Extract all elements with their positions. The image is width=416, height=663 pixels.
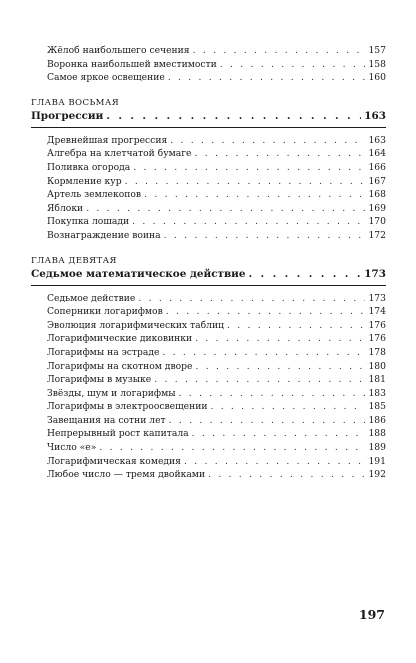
toc-entry: [31, 202, 386, 216]
leader-dots: [125, 175, 366, 189]
toc-entry: [31, 147, 386, 161]
leader-dots: [166, 305, 366, 319]
leader-dots: [208, 468, 365, 482]
chapter-heading: [31, 267, 386, 281]
toc-entry: [31, 455, 386, 469]
chapter-heading: [31, 109, 386, 123]
leader-dots: [106, 109, 361, 123]
leader-dots: [133, 161, 365, 175]
leader-dots: [162, 346, 365, 360]
entry-page: 170: [368, 216, 386, 228]
entry-page: 189: [368, 442, 386, 454]
entry-title: Логарифмы в музыке: [47, 374, 152, 386]
chapter-rule: [31, 127, 386, 128]
leader-dots: [195, 332, 365, 346]
entry-title: Древнейшая прогрессия: [47, 134, 168, 146]
toc-entry: [31, 161, 386, 175]
toc-entry: [31, 215, 386, 229]
chapter-eight: [31, 97, 386, 243]
toc-entry: [31, 400, 386, 414]
toc-entry: [31, 332, 386, 346]
entry-title: Завещания на сотни лет: [47, 414, 166, 426]
entry-page: 188: [368, 428, 386, 440]
entry-page: 192: [368, 469, 386, 481]
entry-title: Воронка наибольшей вместимости: [47, 58, 217, 70]
toc-entry: [31, 292, 386, 306]
entry-title: Логарифмическая комедия: [47, 455, 181, 467]
table-of-contents: [31, 44, 386, 482]
toc-entry: [31, 305, 386, 319]
entry-title: Соперники логарифмов: [47, 306, 163, 318]
toc-entry: [31, 373, 386, 387]
entry-page: 181: [368, 374, 386, 386]
entry-title: Логарифмические диковинки: [47, 333, 193, 345]
entry-page: 183: [368, 387, 386, 399]
leader-dots: [195, 147, 366, 161]
leader-dots: [86, 202, 365, 216]
toc-entry: [31, 44, 386, 58]
entry-title: Эволюция логарифмических таблиц: [47, 319, 225, 331]
entry-title: Число «e»: [47, 442, 97, 454]
chapter-nine: [31, 255, 386, 482]
entry-page: 186: [368, 414, 386, 426]
entry-page: 180: [368, 360, 386, 372]
leader-dots: [227, 319, 365, 333]
toc-entry: [31, 387, 386, 401]
toc-entry: [31, 71, 386, 85]
chapter-rule: [31, 285, 386, 286]
entry-title: Вознаграждение воина: [47, 229, 161, 241]
entry-title: Артель землекопов: [47, 189, 142, 201]
chapter-title: Седьмое математическое действие: [31, 267, 246, 280]
entry-page: 168: [368, 189, 386, 201]
entry-page: 166: [368, 161, 386, 173]
entry-page: 173: [368, 292, 386, 304]
leader-dots: [170, 134, 365, 148]
entry-title: Покупка лошади: [47, 216, 130, 228]
leader-dots: [168, 71, 366, 85]
chapter-label: ГЛАВА ДЕВЯТАЯ: [31, 255, 117, 266]
leader-dots: [132, 215, 365, 229]
entry-title: Непрерывный рост капитала: [47, 428, 189, 440]
entry-title: Звёзды, шум и логарифмы: [47, 387, 176, 399]
entry-page: 160: [368, 72, 386, 84]
leader-dots: [192, 427, 366, 441]
entry-title: Логарифмы на эстраде: [47, 346, 160, 358]
entry-title: Алгебра на клетчатой бумаге: [47, 148, 192, 160]
entry-title: Яблоки: [47, 202, 84, 214]
chapter-title: Прогрессии: [31, 109, 104, 122]
entry-page: 185: [368, 401, 386, 413]
entry-page: 176: [368, 319, 386, 331]
entry-title: Логарифмы в электроосвещении: [47, 401, 208, 413]
leader-dots: [179, 387, 366, 401]
toc-entry: [31, 441, 386, 455]
leader-dots: [99, 441, 365, 455]
leader-dots: [193, 44, 366, 58]
chapter-label: ГЛАВА ВОСЬМАЯ: [31, 97, 120, 108]
leader-dots: [164, 229, 366, 243]
entry-page: 167: [368, 175, 386, 187]
toc-entry: [31, 346, 386, 360]
leader-dots: [210, 400, 365, 414]
entry-page: 163: [368, 134, 386, 146]
toc-entry: [31, 58, 386, 72]
entry-title: Кормление кур: [47, 175, 122, 187]
entry-title: Седьмое действие: [47, 292, 136, 304]
entry-page: 172: [368, 229, 386, 241]
leader-dots: [144, 188, 365, 202]
entry-page: 169: [368, 202, 386, 214]
entry-title: Самое яркое освещение: [47, 72, 165, 84]
toc-entry: [31, 175, 386, 189]
toc-entry: [31, 319, 386, 333]
toc-entry: [31, 360, 386, 374]
chapter-page: 163: [364, 109, 386, 122]
entry-title: Логарифмы на скотном дворе: [47, 360, 193, 372]
entry-title: Поливка огорода: [47, 161, 131, 173]
toc-entry: [31, 229, 386, 243]
leader-dots: [184, 455, 365, 469]
entry-page: 174: [368, 306, 386, 318]
chapter-page: 173: [364, 267, 386, 280]
entry-page: 157: [368, 45, 386, 56]
toc-entry: [31, 414, 386, 428]
entry-page: 176: [368, 333, 386, 345]
leader-dots: [220, 58, 366, 72]
top-entries: [31, 44, 386, 85]
entry-page: 158: [368, 58, 386, 70]
page-number: 197: [358, 607, 385, 622]
entry-page: 164: [368, 148, 386, 160]
toc-entry: [31, 188, 386, 202]
leader-dots: [249, 267, 362, 281]
toc-entry: [31, 427, 386, 441]
entry-title: Жёлоб наибольшего сечения: [47, 45, 190, 56]
entry-page: 178: [368, 346, 386, 358]
toc-entry: [31, 134, 386, 148]
entry-page: 191: [368, 455, 386, 467]
leader-dots: [169, 414, 366, 428]
leader-dots: [154, 373, 365, 387]
leader-dots: [196, 360, 366, 374]
leader-dots: [138, 292, 365, 306]
toc-entry: [31, 468, 386, 482]
entry-title: Любое число — тремя двойками: [47, 469, 206, 481]
